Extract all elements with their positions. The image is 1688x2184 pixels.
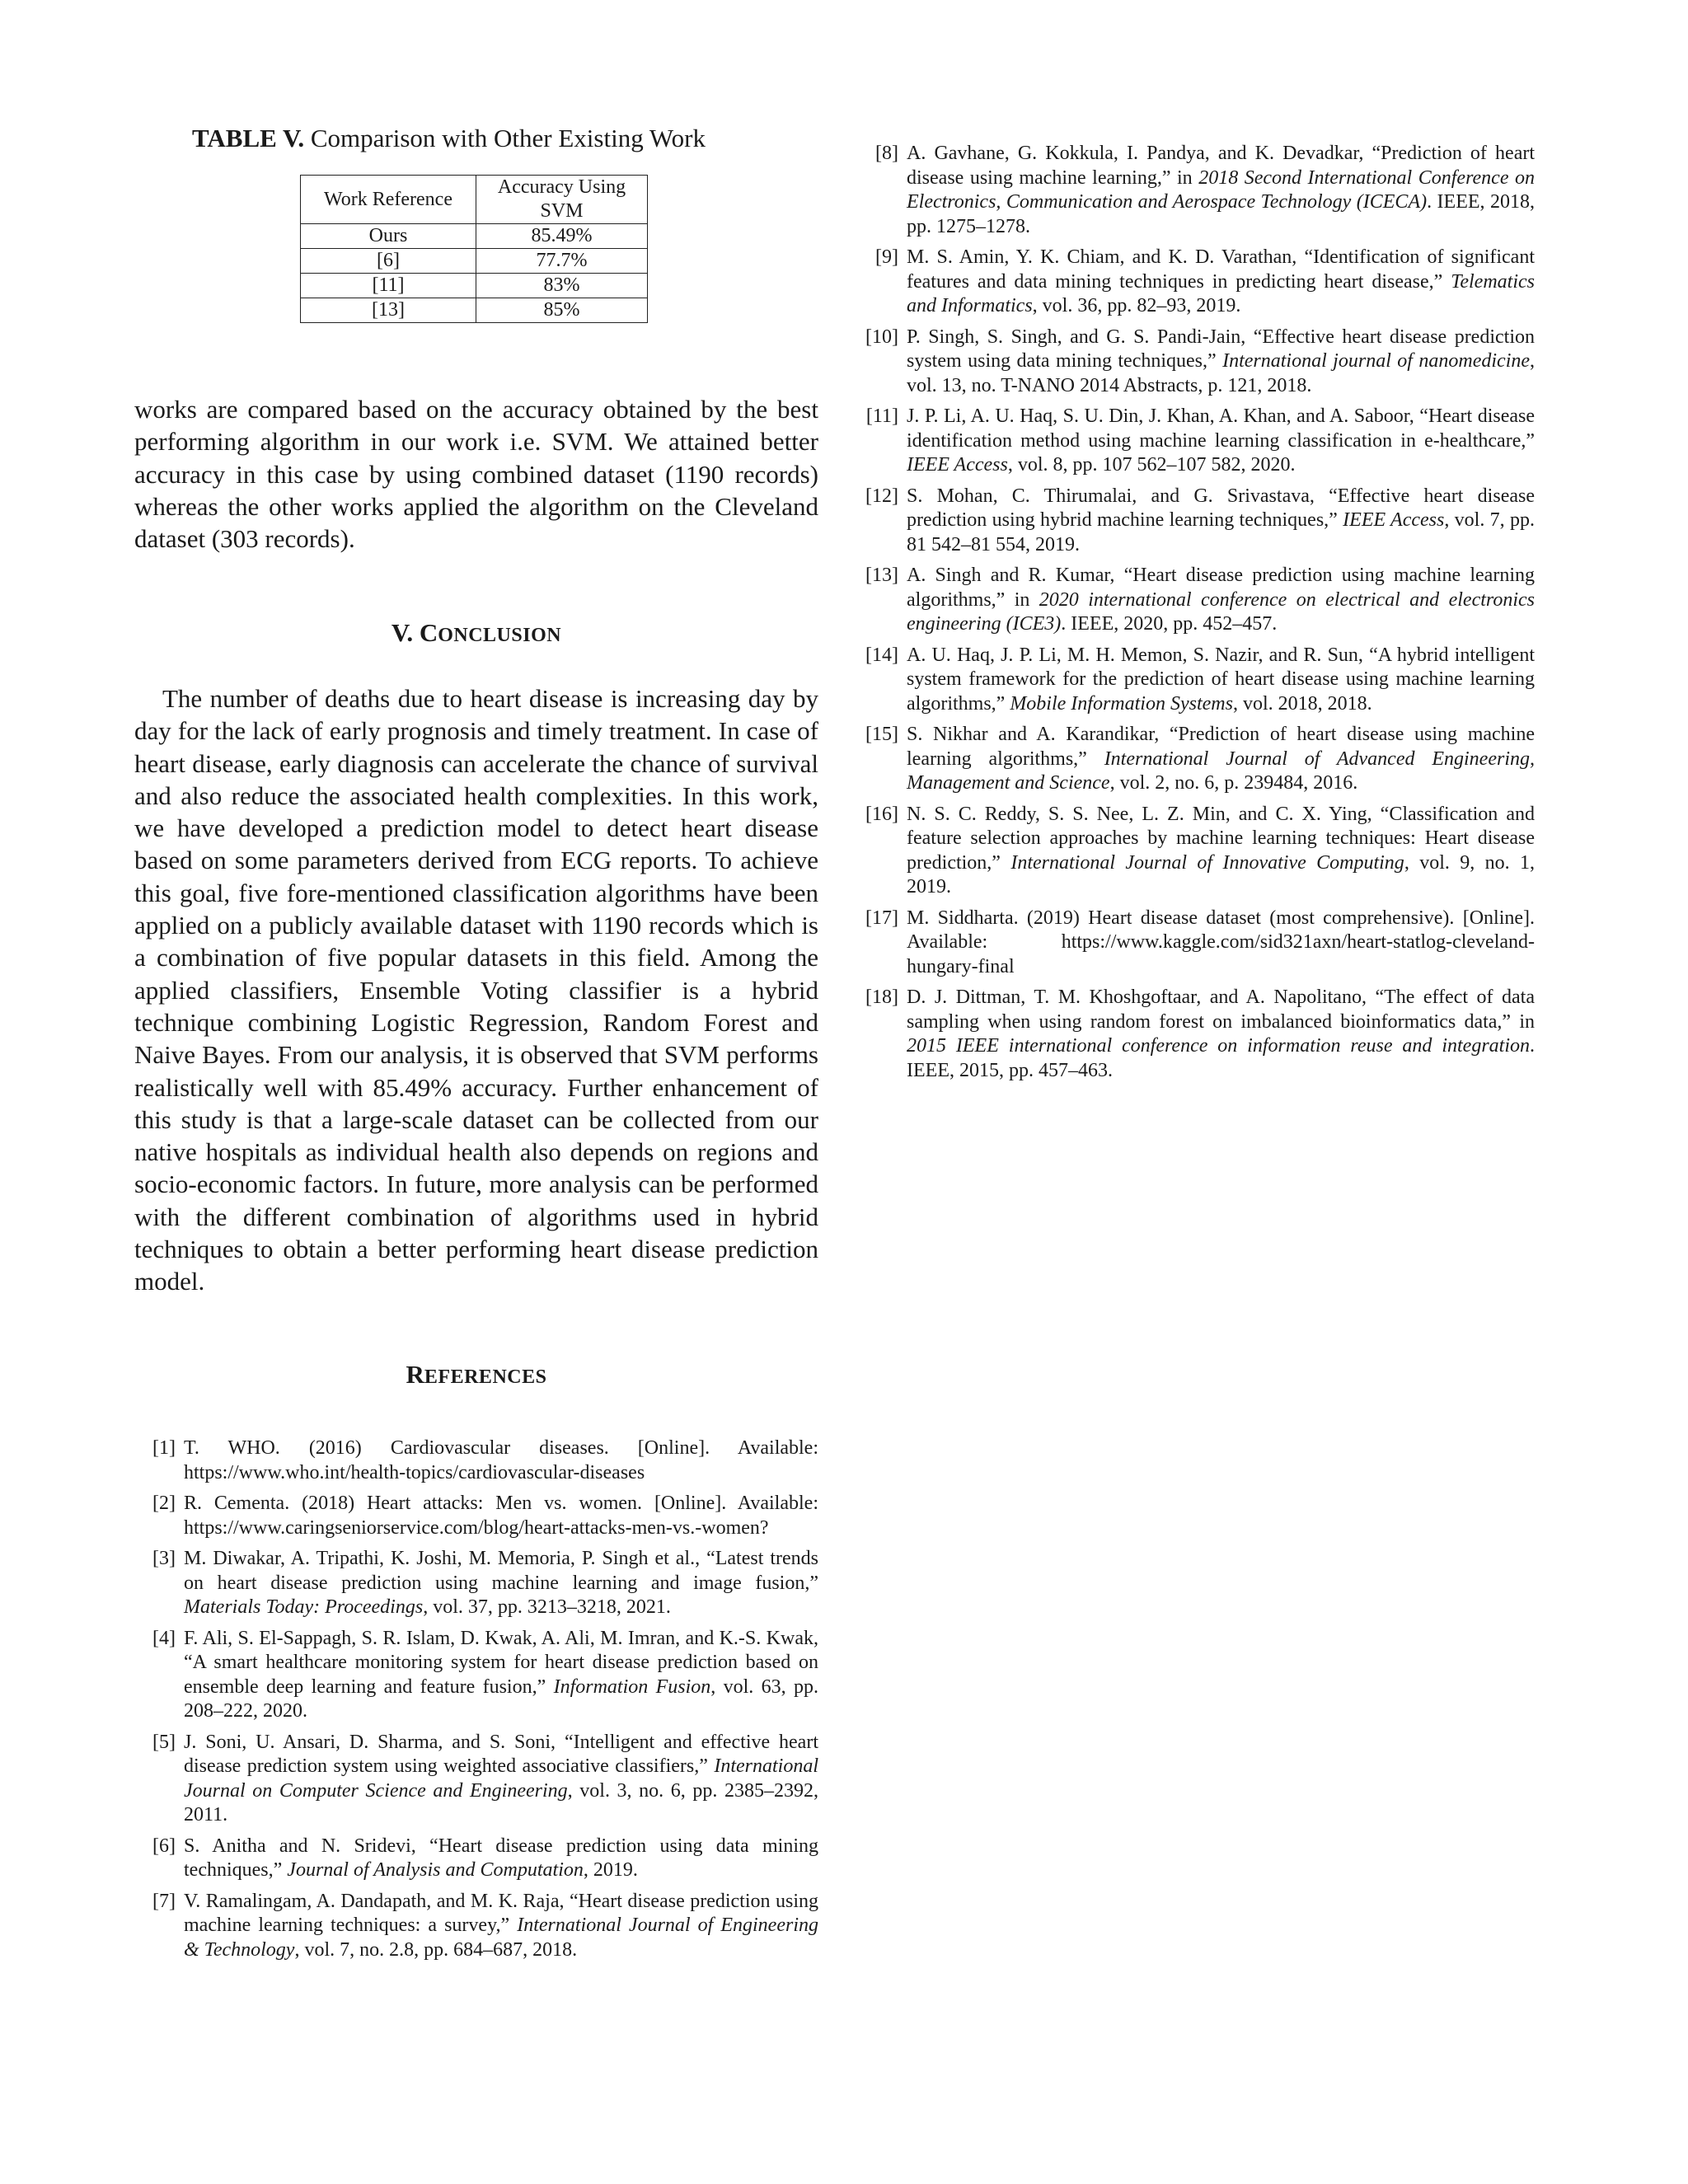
- reference-details: , vol. 63, pp. 208–222, 2020.: [184, 1675, 818, 1722]
- reference-number: [10]: [865, 326, 898, 348]
- reference-venue: IEEE Access: [907, 454, 1008, 476]
- reference-item: [857, 246, 1535, 319]
- reference-venue: Telematics and Informatics: [907, 270, 1535, 316]
- reference-text: R. Cementa. (2018) Heart attacks: Men vs. women. [Online]. Available: https://www.caringseniorservice.com/blog/heart-attacks-men-vs.-women?: [184, 1493, 818, 1539]
- reference-venue: IEEE Access: [1343, 509, 1445, 531]
- conclusion-heading: [134, 618, 818, 648]
- reference-text: V. Ramalingam, A. Dandapath, and M. K. Raja, “Heart disease prediction using machine learning techniques: a survey,”: [184, 1890, 818, 1936]
- reference-text: A. U. Haq, J. P. Li, M. H. Memon, S. Nazir, and R. Sun, “A hybrid intelligent system framework for the prediction of heart disease using machine learning algorithms,”: [907, 644, 1535, 715]
- reference-details: , 2019.: [583, 1859, 638, 1881]
- section-title: [420, 618, 561, 647]
- table-header-cell: Work Reference: [301, 176, 476, 224]
- intro-paragraph: works are compared based on the accuracy obtained by the best performing algorithm in our work i.e. SVM. We attained better accuracy in this case by using combined dataset (1190 records) whereas the other works applied the algorithm on the Cleveland dataset (303 records).: [134, 395, 818, 554]
- reference-text: P. Singh, S. Singh, and G. S. Pandi-Jain, “Effective heart disease prediction system using data mining techniques,”: [907, 326, 1535, 372]
- reference-item: [857, 644, 1535, 717]
- reference-item: [857, 564, 1535, 637]
- section-number: V.: [391, 618, 414, 647]
- reference-item: [134, 1890, 818, 1963]
- reference-number: [18]: [865, 987, 898, 1008]
- reference-details: . IEEE, 2015, pp. 457–463.: [907, 1035, 1535, 1081]
- reference-venue: International Journal of Advanced Engineering, Management and Science: [907, 748, 1535, 794]
- reference-text: S. Mohan, C. Thirumalai, and G. Srivastava, “Effective heart disease prediction using hybrid machine learning techniques,”: [907, 485, 1535, 531]
- table-row: [301, 274, 648, 298]
- table-row: [301, 298, 648, 323]
- reference-item: [857, 405, 1535, 478]
- reference-text: M. Siddharta. (2019) Heart disease dataset (most comprehensive). [Online]. Available: https://www.kaggle.com/sid321axn/heart-statlog-cleveland-hungary-final: [907, 907, 1535, 977]
- reference-number: [9]: [875, 246, 898, 268]
- reference-venue: International Journal of Engineering & Technology: [184, 1915, 818, 1961]
- reference-item: [134, 1627, 818, 1724]
- table-cell: 77.7%: [476, 249, 648, 274]
- reference-text: M. Diwakar, A. Tripathi, K. Joshi, M. Memoria, P. Singh et al., “Latest trends on heart disease prediction using machine learning and image fusion,”: [184, 1548, 818, 1594]
- reference-venue: 2015 IEEE international conference on information reuse and integration: [907, 1035, 1530, 1057]
- reference-item: [857, 723, 1535, 796]
- table-label: TABLE V.: [192, 124, 305, 152]
- reference-details: , vol. 9, no. 1, 2019.: [907, 851, 1536, 898]
- reference-text: S. Anitha and N. Sridevi, “Heart disease prediction using data mining techniques,”: [184, 1835, 818, 1881]
- reference-number: [16]: [865, 803, 898, 825]
- section-title-rest: ONCLUSION: [438, 625, 562, 646]
- reference-details: , vol. 7, no. 2.8, pp. 684–687, 2018.: [294, 1938, 578, 1961]
- table-row: [301, 224, 648, 249]
- reference-details: , vol. 36, pp. 82–93, 2019.: [1032, 295, 1241, 316]
- reference-item: [134, 1436, 818, 1485]
- reference-venue: 2018 Second International Conference on Electronics, Communication and Aerospace Technology (ICECA): [907, 166, 1536, 213]
- table-cell: 85%: [476, 298, 648, 323]
- table-cell: Ours: [301, 224, 476, 249]
- reference-number: [8]: [875, 143, 898, 164]
- reference-details: , vol. 37, pp. 3213–3218, 2021.: [423, 1596, 671, 1618]
- table-header-row: [301, 176, 648, 224]
- reference-item: [857, 907, 1535, 980]
- section-title-initial: C: [419, 618, 438, 647]
- reference-text: A. Gavhane, G. Kokkula, I. Pandya, and K. Devadkar, “Prediction of heart disease using machine learning,” in: [907, 143, 1535, 189]
- reference-text: N. S. C. Reddy, S. S. Nee, L. Z. Min, and C. X. Ying, “Classification and feature selection approaches by machine learning techniques: Heart disease prediction,”: [907, 803, 1535, 874]
- reference-venue: International Journal on Computer Science and Engineering: [184, 1755, 818, 1802]
- table-cell: [13]: [301, 298, 476, 323]
- reference-item: [134, 1835, 818, 1883]
- reference-text: J. P. Li, A. U. Haq, S. U. Din, J. Khan, A. Khan, and A. Saboor, “Heart disease identification method using machine learning classification in e-healthcare,”: [907, 405, 1535, 452]
- reference-number: [13]: [865, 565, 898, 586]
- table-header-cell: Accuracy Using SVM: [476, 176, 648, 224]
- reference-number: [5]: [152, 1731, 176, 1753]
- reference-number: [7]: [152, 1890, 176, 1912]
- reference-number: [4]: [152, 1627, 176, 1649]
- references-title-rest: EFERENCES: [424, 1366, 547, 1388]
- reference-venue: International Journal of Innovative Computing: [1010, 851, 1404, 874]
- table-cell: [11]: [301, 274, 476, 298]
- reference-list-right: [857, 142, 1535, 1090]
- table-title: Comparison with Other Existing Work: [310, 124, 706, 152]
- table-cell: 83%: [476, 274, 648, 298]
- reference-venue: Mobile Information Systems: [1010, 692, 1233, 715]
- reference-item: [857, 803, 1535, 900]
- reference-text: J. Soni, U. Ansari, D. Sharma, and S. Soni, “Intelligent and effective heart disease prediction system using weighted associative classifiers,”: [184, 1731, 818, 1777]
- reference-item: [134, 1492, 818, 1540]
- references-title-initial: R: [406, 1360, 424, 1389]
- references-heading: [134, 1360, 818, 1390]
- reference-details: , vol. 2, no. 6, p. 239484, 2016.: [1109, 772, 1358, 794]
- table-cell: 85.49%: [476, 224, 648, 249]
- reference-number: [6]: [152, 1835, 176, 1857]
- reference-text: F. Ali, S. El-Sappagh, S. R. Islam, D. Kwak, A. Ali, M. Imran, and K.-S. Kwak, “A smart healthcare monitoring system for heart disease prediction based on ensemble deep learning and feature fusion,”: [184, 1627, 818, 1698]
- reference-item: [857, 142, 1535, 239]
- reference-number: [11]: [865, 405, 898, 427]
- reference-venue: International journal of nanomedicine: [1222, 350, 1531, 372]
- reference-item: [134, 1731, 818, 1828]
- reference-details: , vol. 3, no. 6, pp. 2385–2392, 2011.: [184, 1779, 819, 1825]
- reference-details: , vol. 8, pp. 107 562–107 582, 2020.: [1007, 454, 1296, 476]
- reference-text: D. J. Dittman, T. M. Khoshgoftaar, and A. Napolitano, “The effect of data sampling when using random forest on imbalanced bioinformatics data,” in: [907, 987, 1535, 1033]
- reference-details: , vol. 2018, 2018.: [1232, 692, 1372, 715]
- conclusion-paragraph: The number of deaths due to heart disease is increasing day by day for the lack of early prognosis and timely treatment. In case of heart disease, early diagnosis can accelerate the chance of survival and also reduce the associated health complexities. In this work, we have developed a prediction model to detect heart disease based on some parameters derived from ECG reports. To achieve this goal, five fore-mentioned classification algorithms have been applied on a publicly available dataset with 1190 records which is a combination of five popular datasets in this field. Among the applied classifiers, Ensemble Voting classifier is a hybrid technique combining Logistic Regression, Random Forest and Naive Bayes. From our analysis, it is observed that SVM performs realistically well with 85.49% accuracy. Further enhancement of this study is that a large-scale dataset can be collected from our native hospitals as individual health also depends on regions and socio-economic factors. In future, more analysis can be performed with the different combination of algorithms used in hybrid techniques to obtain a better performing heart disease prediction model.: [134, 684, 818, 1296]
- reference-text: M. S. Amin, Y. K. Chiam, and K. D. Varathan, “Identification of significant features and data mining techniques in predicting heart disease,”: [907, 246, 1535, 293]
- table-row: [301, 249, 648, 274]
- reference-details: , vol. 13, no. T-NANO 2014 Abstracts, p. 121, 2018.: [907, 350, 1536, 396]
- reference-text: T. WHO. (2016) Cardiovascular diseases. [Online]. Available: https://www.who.int/health-topics/cardiovascular-diseases: [184, 1437, 818, 1483]
- reference-venue: Materials Today: Proceedings: [184, 1596, 424, 1618]
- reference-item: [857, 986, 1535, 1083]
- reference-number: [3]: [152, 1548, 176, 1569]
- reference-number: [15]: [865, 724, 898, 745]
- reference-number: [2]: [152, 1493, 176, 1514]
- reference-item: [134, 1547, 818, 1620]
- reference-venue: Information Fusion: [553, 1675, 711, 1698]
- reference-list-left: [134, 1436, 818, 1969]
- reference-details: . IEEE, 2020, pp. 452–457.: [1061, 613, 1278, 635]
- reference-details: , vol. 7, pp. 81 542–81 554, 2019.: [907, 509, 1536, 555]
- reference-number: [1]: [152, 1437, 176, 1459]
- reference-item: [857, 485, 1535, 558]
- reference-number: [12]: [865, 485, 898, 507]
- reference-text: A. Singh and R. Kumar, “Heart disease prediction using machine learning algorithms,” in: [907, 565, 1535, 611]
- table-caption: [192, 124, 785, 153]
- reference-number: [17]: [865, 907, 898, 929]
- reference-venue: Journal of Analysis and Computation: [287, 1859, 584, 1881]
- comparison-table: [300, 175, 648, 323]
- reference-details: . IEEE, 2018, pp. 1275–1278.: [907, 191, 1535, 237]
- table-cell: [6]: [301, 249, 476, 274]
- reference-item: [857, 326, 1535, 399]
- reference-venue: 2020 international conference on electrical and electronics engineering (ICE3): [907, 588, 1535, 635]
- reference-number: [14]: [865, 644, 898, 666]
- reference-text: S. Nikhar and A. Karandikar, “Prediction of heart disease using machine learning algorithms,”: [907, 724, 1535, 770]
